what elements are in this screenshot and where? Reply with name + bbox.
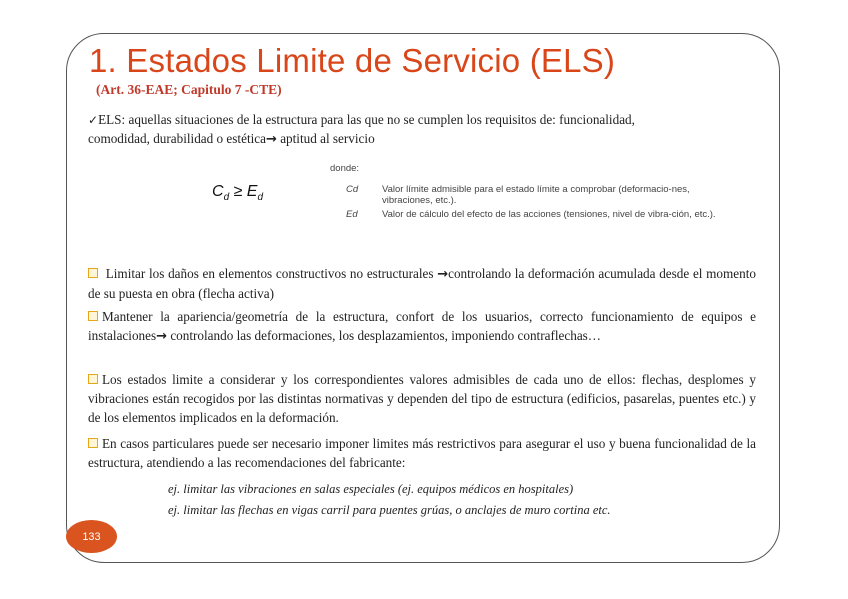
gloss-symbol-cd: Cd xyxy=(346,184,359,195)
slide-subtitle: (Art. 36-EAE; Capitulo 7 -CTE) xyxy=(96,82,282,97)
formula-donde-label: donde: xyxy=(330,163,360,174)
definition-text-1: ELS: aquellas situaciones de la estructura para las que no se cumplen los requisitos de: funcionalidad, xyxy=(98,112,635,127)
bullet-4-text: En casos particulares puede ser necesario imponer limites más restrictivos para asegurar el uso y buena funcionalidad de la estructura, atendiendo a las recomendaciones del fabricante: xyxy=(88,436,756,470)
bullet-1-text-b: controlando la deformación acumulada desde el momento de su puesta en obra (flecha activa) xyxy=(88,266,756,301)
example-line-1: ej. limitar las vibraciones en salas especiales (ej. equipos médicos en hospitales) xyxy=(168,482,574,496)
bullet-2-text-b: controlando las deformaciones, los desplazamientos, imponiendo contraflechas… xyxy=(167,328,601,343)
gloss-symbol-ed: Ed xyxy=(346,209,358,220)
slide-title: 1. Estados Limite de Servicio (ELS) xyxy=(89,42,616,79)
square-bullet-icon xyxy=(88,268,98,278)
bullet-paragraph-3 xyxy=(88,370,756,427)
definition-text-2b: aptitud al servicio xyxy=(276,131,375,146)
definition-text-2a: comodidad, durabilidad o estética xyxy=(88,131,266,146)
bullet-3-text: Los estados limite a considerar y los correspondientes valores admisibles de cada uno de ellos: flechas, desplomes y vibraciones están recogidos por las distintas normativas y dependen del tipo de estructura (edificios, pasarelas, puentes etc.) y de los elementos implicados en la deformación. xyxy=(88,372,756,425)
formula-operator: ≥ xyxy=(229,183,247,200)
arrow-right-icon: → xyxy=(437,267,449,282)
bullet-paragraph-2 xyxy=(88,307,756,346)
square-bullet-icon xyxy=(88,438,98,448)
formula-e: E xyxy=(246,183,258,200)
formula-c: C xyxy=(212,183,224,200)
gloss-text-cd: Valor límite admisible para el estado límite a comprobar (deformacio-nes, vibraciones, etc.). xyxy=(382,184,690,206)
bullet-paragraph-1 xyxy=(88,264,756,303)
bullet-paragraph-4 xyxy=(88,434,756,472)
bullet-1-text-a: Limitar los daños en elementos constructivos no estructurales xyxy=(102,266,438,281)
formula-c-sub: d xyxy=(223,192,230,204)
bullet-2-text-a: Mantener la apariencia/geometría de la estructura, confort de los usuarios, correcto funcionamiento de equipos e instalaciones xyxy=(88,309,756,343)
page-number-badge: 133 xyxy=(66,520,117,553)
definition-line-1 xyxy=(88,112,635,128)
formula-equation xyxy=(212,183,263,203)
square-bullet-icon xyxy=(88,374,98,384)
definition-line-2 xyxy=(88,131,375,147)
example-line-2: ej. limitar las flechas en vigas carril para puentes grúas, o anclajes de muro cortina etc. xyxy=(168,503,611,517)
gloss-text-ed: Valor de cálculo del efecto de las acciones (tensiones, nivel de vibra-ción, etc.). xyxy=(382,209,716,220)
formula-e-sub: d xyxy=(257,192,264,204)
checkmark-icon: ✓ xyxy=(88,113,99,127)
arrow-right-icon: → xyxy=(156,329,168,344)
arrow-right-icon: → xyxy=(265,132,277,147)
square-bullet-icon xyxy=(88,311,98,321)
